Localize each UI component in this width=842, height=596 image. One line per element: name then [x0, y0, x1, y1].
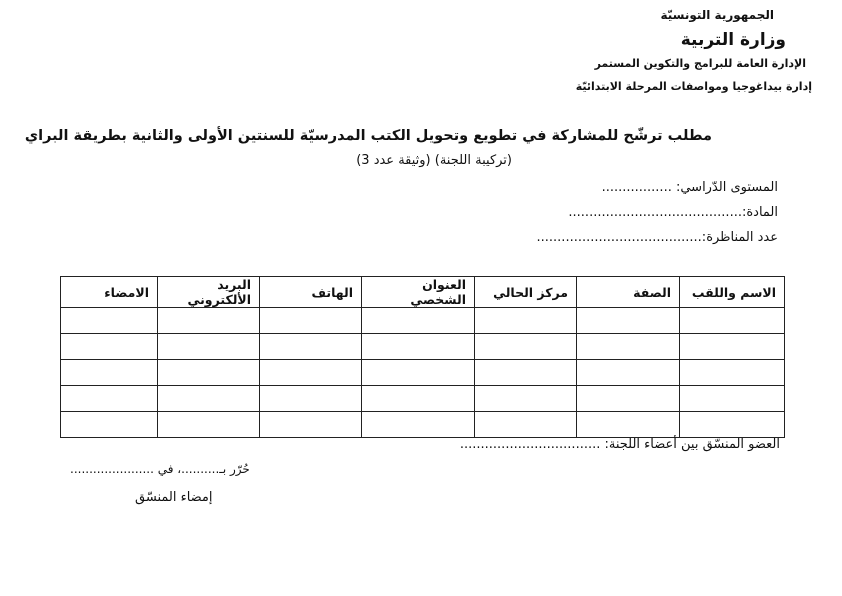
table-cell[interactable]	[158, 412, 260, 438]
table-cell[interactable]	[680, 360, 785, 386]
col-header-workplace: مركز الحالي	[475, 277, 577, 308]
table-row	[61, 360, 785, 386]
table-cell[interactable]	[158, 386, 260, 412]
table-cell[interactable]	[61, 386, 158, 412]
table-cell[interactable]	[61, 412, 158, 438]
table-cell[interactable]	[577, 386, 680, 412]
table-cell[interactable]	[61, 308, 158, 334]
committee-table	[60, 276, 785, 438]
table-cell[interactable]	[260, 308, 362, 334]
table-row	[61, 334, 785, 360]
republic-label: الجمهورية التونسيّة	[660, 8, 774, 22]
table-cell[interactable]	[475, 360, 577, 386]
table-row	[61, 386, 785, 412]
table-cell[interactable]	[362, 386, 475, 412]
table-cell[interactable]	[158, 334, 260, 360]
subject-field[interactable]: المادة:..........................................	[568, 205, 778, 220]
table-cell[interactable]	[260, 412, 362, 438]
table-cell[interactable]	[362, 412, 475, 438]
place-date-field[interactable]: حُرّر بـ..........، في ......................	[70, 462, 250, 476]
table-cell[interactable]	[577, 360, 680, 386]
competition-count-field[interactable]: عدد المناظرة:........................................	[536, 230, 778, 245]
table-cell[interactable]	[260, 360, 362, 386]
table-cell[interactable]	[362, 308, 475, 334]
col-header-address: العنوان الشخصي	[362, 277, 475, 308]
table-row	[61, 412, 785, 438]
department-label-2: إدارة بيداغوجيا ومواصفات المرحلة الابتدائيّة	[575, 80, 812, 93]
col-header-email: البريد الألكتروني	[158, 277, 260, 308]
table-cell[interactable]	[577, 412, 680, 438]
table-cell[interactable]	[260, 386, 362, 412]
table-cell[interactable]	[475, 412, 577, 438]
table-cell[interactable]	[577, 334, 680, 360]
coordinator-field[interactable]: العضو المنسّق بين أعضاء اللجنة: ..................................	[459, 437, 780, 452]
table-row	[61, 308, 785, 334]
table-cell[interactable]	[61, 360, 158, 386]
table-cell[interactable]	[260, 334, 362, 360]
table-cell[interactable]	[475, 386, 577, 412]
table-cell[interactable]	[362, 334, 475, 360]
col-header-name: الاسم واللقب	[680, 277, 785, 308]
table-cell[interactable]	[475, 334, 577, 360]
table-cell[interactable]	[680, 334, 785, 360]
col-header-phone: الهاتف	[260, 277, 362, 308]
table-cell[interactable]	[680, 386, 785, 412]
table-header-row	[61, 277, 785, 308]
col-header-role: الصفة	[577, 277, 680, 308]
table-cell[interactable]	[475, 308, 577, 334]
table-cell[interactable]	[680, 412, 785, 438]
table-body	[61, 308, 785, 438]
table-cell[interactable]	[158, 308, 260, 334]
coordinator-signature-label: إمضاء المنسّق	[135, 490, 213, 505]
ministry-label: وزارة التربية	[680, 30, 786, 50]
level-field[interactable]: المستوى الدّراسي: .................	[601, 180, 778, 195]
table-cell[interactable]	[680, 308, 785, 334]
department-label-1: الإدارة العامة للبرامج والتكوين المستمر	[594, 57, 806, 70]
table-cell[interactable]	[362, 360, 475, 386]
table-cell[interactable]	[61, 334, 158, 360]
table-cell[interactable]	[577, 308, 680, 334]
document-subtitle: (تركيبة اللجنة) (وثيقة عدد 3)	[356, 153, 512, 168]
table-cell[interactable]	[158, 360, 260, 386]
col-header-signature: الامضاء	[61, 277, 158, 308]
document-title: مطلب ترشّح للمشاركة في تطويع وتحويل الكتب المدرسيّة للسنتين الأولى والثانية بطريقة البراي	[24, 128, 712, 144]
